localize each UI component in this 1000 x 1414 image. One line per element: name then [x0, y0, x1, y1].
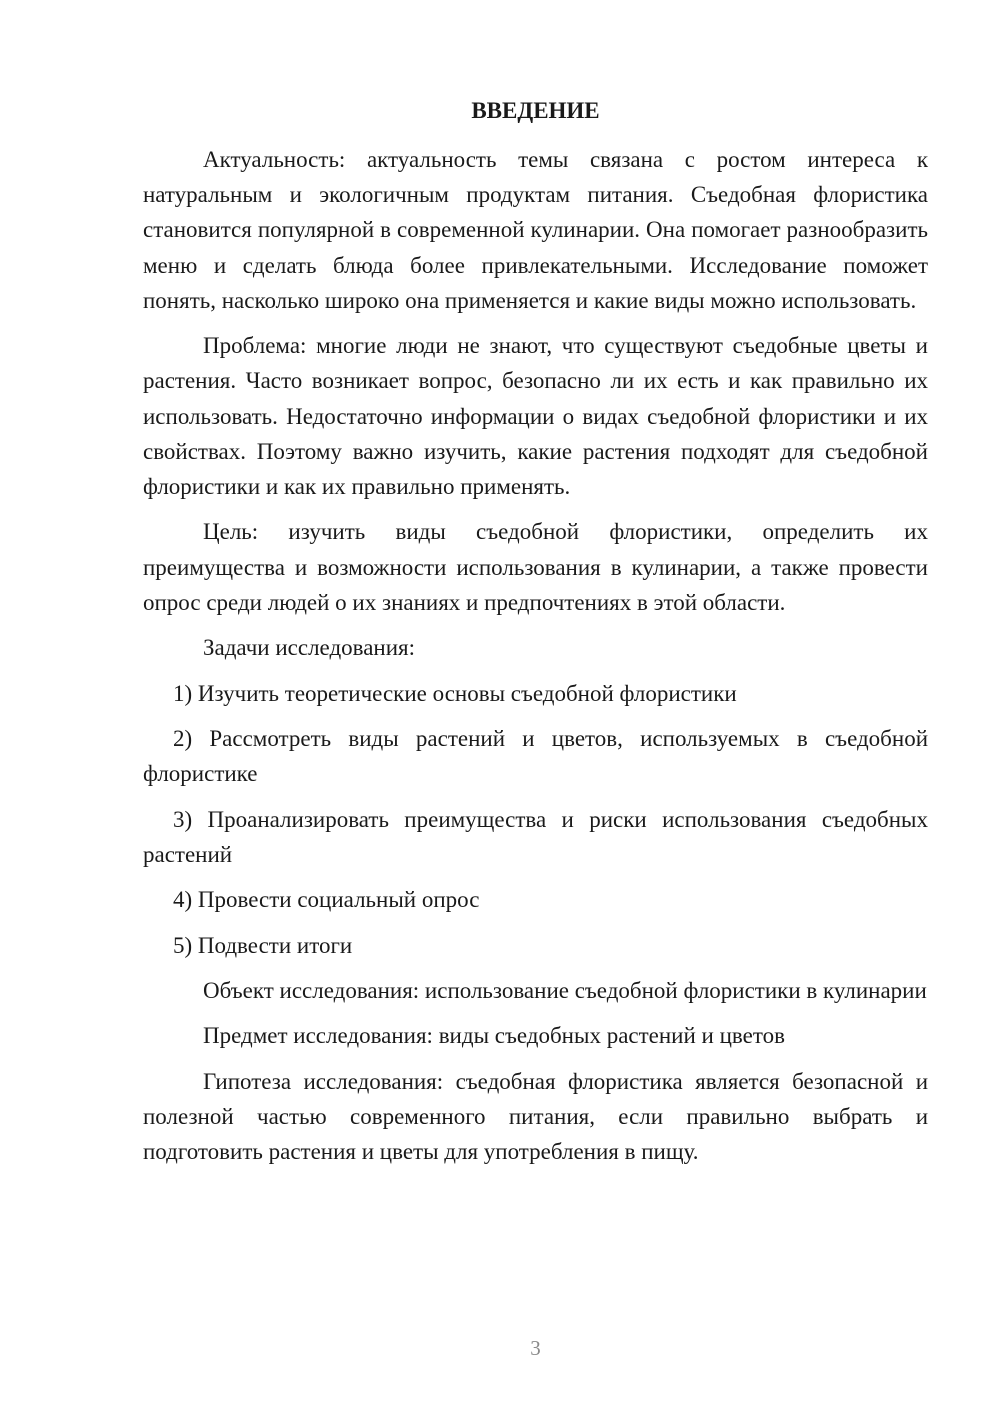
paragraph-problem: Проблема: многие люди не знают, что существуют съедобные цветы и растения. Часто возникает вопрос, безопасно ли их есть и как правильно их использовать. Недостаточно информации о видах съедобной флористики и их свойствах. Поэтому важно изучить, какие растения подходят для съедобной флористики и как их правильно применять.	[143, 333, 928, 500]
paragraph-hypothesis: Гипотеза исследования: съедобная флористика является безопасной и полезной частью современного питания, если правильно выбрать и подготовить растения и цветы для употребления в пищу.	[143, 1068, 928, 1165]
list-item-task-1: 1) Изучить теоретические основы съедобной флористики	[173, 680, 737, 706]
paragraph-relevance: Актуальность: актуальность темы связана с ростом интереса к натуральным и экологичным продуктам питания. Съедобная флористика становится популярной в современной кулинарии. Она помогает разнообразить меню и сделать блюда более привлекательными. Исследование поможет понять, насколько широко она применяется и какие виды можно использовать.	[143, 147, 928, 313]
paragraph-subject: Предмет исследования: виды съедобных растений и цветов	[203, 1023, 785, 1049]
list-item-task-5: 5) Подвести итоги	[173, 932, 353, 958]
document-body	[143, 142, 928, 1180]
paragraph-tasks-heading: Задачи исследования:	[203, 635, 416, 661]
list-item-task-4: 4) Провести социальный опрос	[173, 887, 480, 913]
page-title: ВВЕДЕНИЕ	[471, 98, 600, 123]
list-item-task-3: 3) Проанализировать преимущества и риски использования съедобных растений	[143, 806, 928, 867]
page-number: 3	[530, 1336, 541, 1360]
paragraph-goal: Цель: изучить виды съедобной флористики, определить их преимущества и возможности использования в кулинарии, а также провести опрос среди людей о их знаниях и предпочтениях в этой области.	[143, 519, 928, 615]
paragraph-object: Объект исследования: использование съедобной флористики в кулинарии	[203, 977, 927, 1003]
list-item-task-2: 2) Рассмотреть виды растений и цветов, используемых в съедобной флористике	[143, 725, 928, 787]
